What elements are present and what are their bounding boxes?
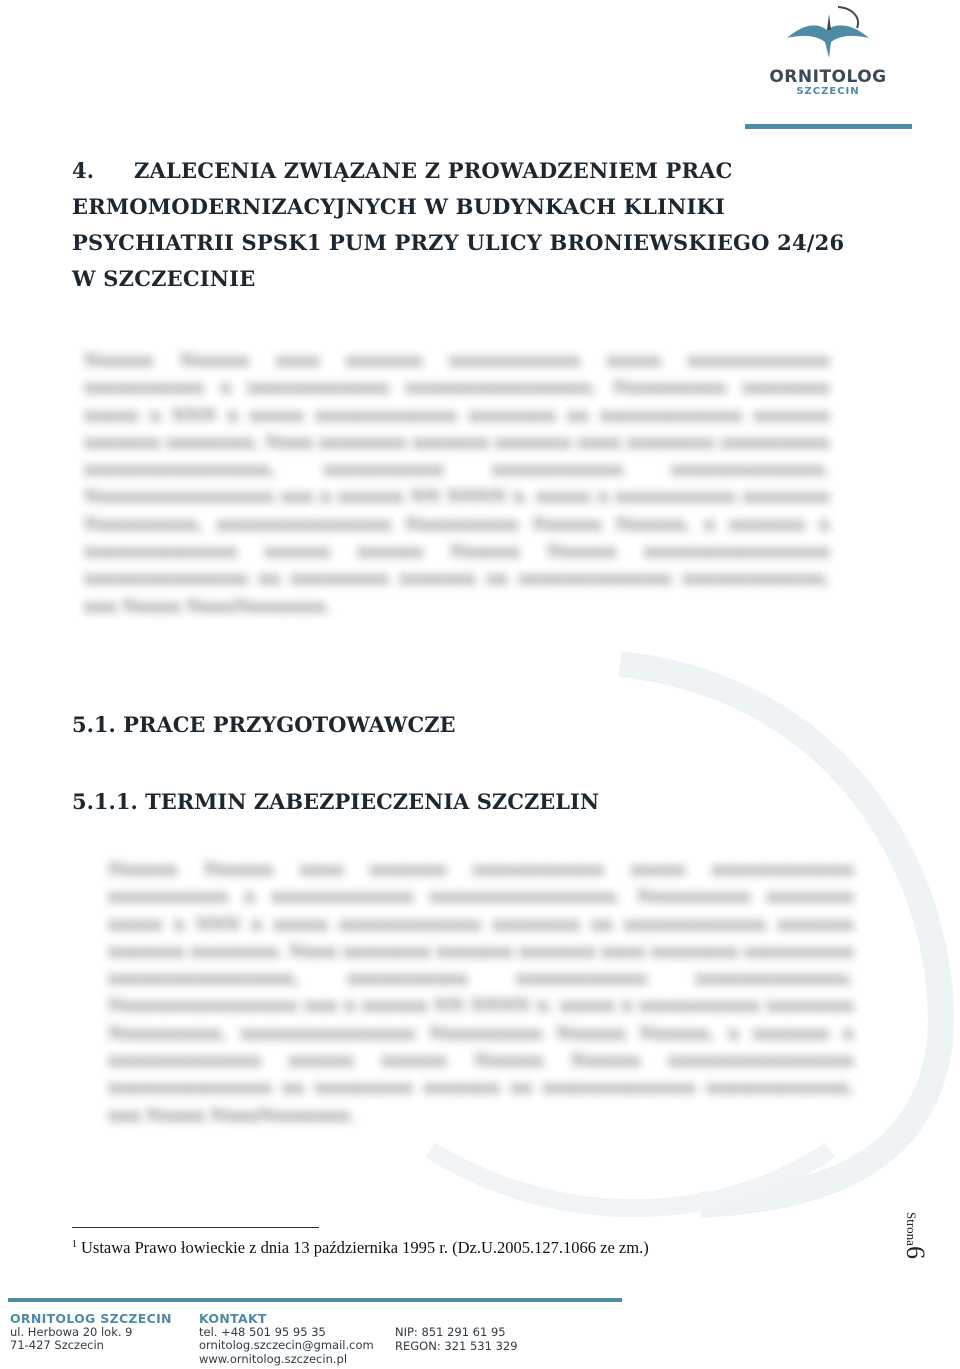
blurred-paragraph: Nnnnnn Nnnnnn nnnn nnnnnnn nnnnnnnnnnnn nnnnn nnnnnnnnnnnnn nnnnnnnnnnn n nnnnnnnnnnnnn nnnnnnnnnnnnnnnnn. Nnnnnnnnnn nnnnnnnn nnnnn n NNN n nnnnn nnnnnnnnnnnnn nnnnnnnn nn nnnnnnnnnnnnn nnnnnnn nnnnnnn nnnnnnnn. Nnnn nnnnnnnn nnnnnnn nnnnnnn nnnn nnnnnnnn nnnnnnnnnn nnnnnnnnnnnnnnnnn, nnnnnnnnnnn nnnnnnnnnnnn nnnnnnnnnnnnnn. Nnnnnnnnnnnnnnnnn nnn n nnnnnn NN NNNN n. nnnnn n nnnnnnnnnnn nnnnnnnn Nnnnnnnnnn, nnnnnnnnnnnnnnnn Nnnnnnnnnn Nnnnnn Nnnnnn, n nnnnnnn n nnnnnnnnnnnnnn nnnnnn nnnnnn Nnnnnn Nnnnnn nnnnnnnnnnnnnnnnn nnnnnnnnnnnnnnn nn nnnnnnnnn nnnnnnn nn nnnnnnnnnnnnnn nnnnnnnnnnnnn, nnn Nnnnn NnnnNnnnnnnn.	[108, 860, 854, 1126]
section-4-heading	[72, 153, 872, 297]
footer-regon: REGON: 321 531 329	[395, 1338, 518, 1353]
footer-city: 71-427 Szczecin	[10, 1338, 104, 1352]
footer-street: ul. Herbowa 20 lok. 9	[10, 1324, 133, 1339]
bird-icon	[783, 4, 873, 64]
header-accent-bar	[745, 124, 912, 129]
footer-contact-title: KONTAKT	[199, 1311, 267, 1326]
footer-website: www.ornitolog.szczecin.pl	[199, 1351, 348, 1366]
footer-contact	[199, 1312, 374, 1366]
page-label: Strona	[904, 1212, 919, 1246]
page-number-value: 6	[901, 1245, 930, 1259]
logo-city: SZCZECIN	[796, 86, 860, 97]
footer-email: ornitolog.szczecin@gmail.com	[199, 1338, 374, 1352]
section-title: ZALECENIA ZWIĄZANE Z PROWADZENIEM PRAC ERMOMODERNIZACYJNYCH W BUDYNKACH KLINIKI PSYCHIATRII SPSK1 PUM PRZY ULICY BRONIEWSKIEGO 24/26 W SZCZECINIE	[72, 158, 845, 291]
page-number	[896, 1212, 936, 1276]
section-5-1-1-heading: 5.1.1. TERMIN ZABEZPIECZENIA SZCZELIN	[72, 789, 600, 814]
footnote	[72, 1238, 649, 1258]
footer-phone: tel. +48 501 95 95 35	[199, 1324, 326, 1339]
company-logo	[748, 4, 908, 98]
footer-company	[10, 1312, 172, 1353]
footnote-text: Ustawa Prawo łowieckie z dnia 13 października 1995 r. (Dz.U.2005.127.1066 ze zm.)	[81, 1238, 649, 1257]
footnote-marker: 1	[72, 1239, 77, 1250]
footer-nip: NIP: 851 291 61 95	[395, 1325, 506, 1339]
section-number: 4.	[72, 158, 95, 183]
footer-company-title: ORNITOLOG SZCZECIN	[10, 1311, 172, 1326]
blurred-paragraph: Nnnnnn Nnnnnn nnnn nnnnnnn nnnnnnnnnnnn nnnnn nnnnnnnnnnnnn nnnnnnnnnnn n nnnnnnnnnnnnn nnnnnnnnnnnnnnnnn. Nnnnnnnnnn nnnnnnnn nnnnn n NNN n nnnnn nnnnnnnnnnnnn nnnnnnnn nn nnnnnnnnnnnnn nnnnnnn nnnnnnn nnnnnnnn. Nnnn nnnnnnnn nnnnnnn nnnnnnn nnnn nnnnnnnn nnnnnnnnnn nnnnnnnnnnnnnnnnn, nnnnnnnnnnn nnnnnnnnnnnn nnnnnnnnnnnnnn. Nnnnnnnnnnnnnnnnn nnn n nnnnnn NN NNNN n. nnnnn n nnnnnnnnnnn nnnnnnnn Nnnnnnnnnn, nnnnnnnnnnnnnnnn Nnnnnnnnnn Nnnnnn Nnnnnn, n nnnnnnn n nnnnnnnnnnnnnn nnnnnn nnnnnn Nnnnnn Nnnnnn nnnnnnnnnnnnnnnnn nnnnnnnnnnnnnnn nn nnnnnnnnn nnnnnnn nn nnnnnnnnnnnnnn nnnnnnnnnnnnn, nnn Nnnnn NnnnNnnnnnnn.	[84, 351, 830, 617]
logo-name: ORNITOLOG	[769, 67, 887, 87]
section-5-1-heading: 5.1. PRACE PRZYGOTOWAWCZE	[72, 712, 456, 737]
footer-ids	[395, 1326, 518, 1353]
footnote-separator	[72, 1227, 319, 1228]
footer-accent-bar	[8, 1298, 622, 1302]
